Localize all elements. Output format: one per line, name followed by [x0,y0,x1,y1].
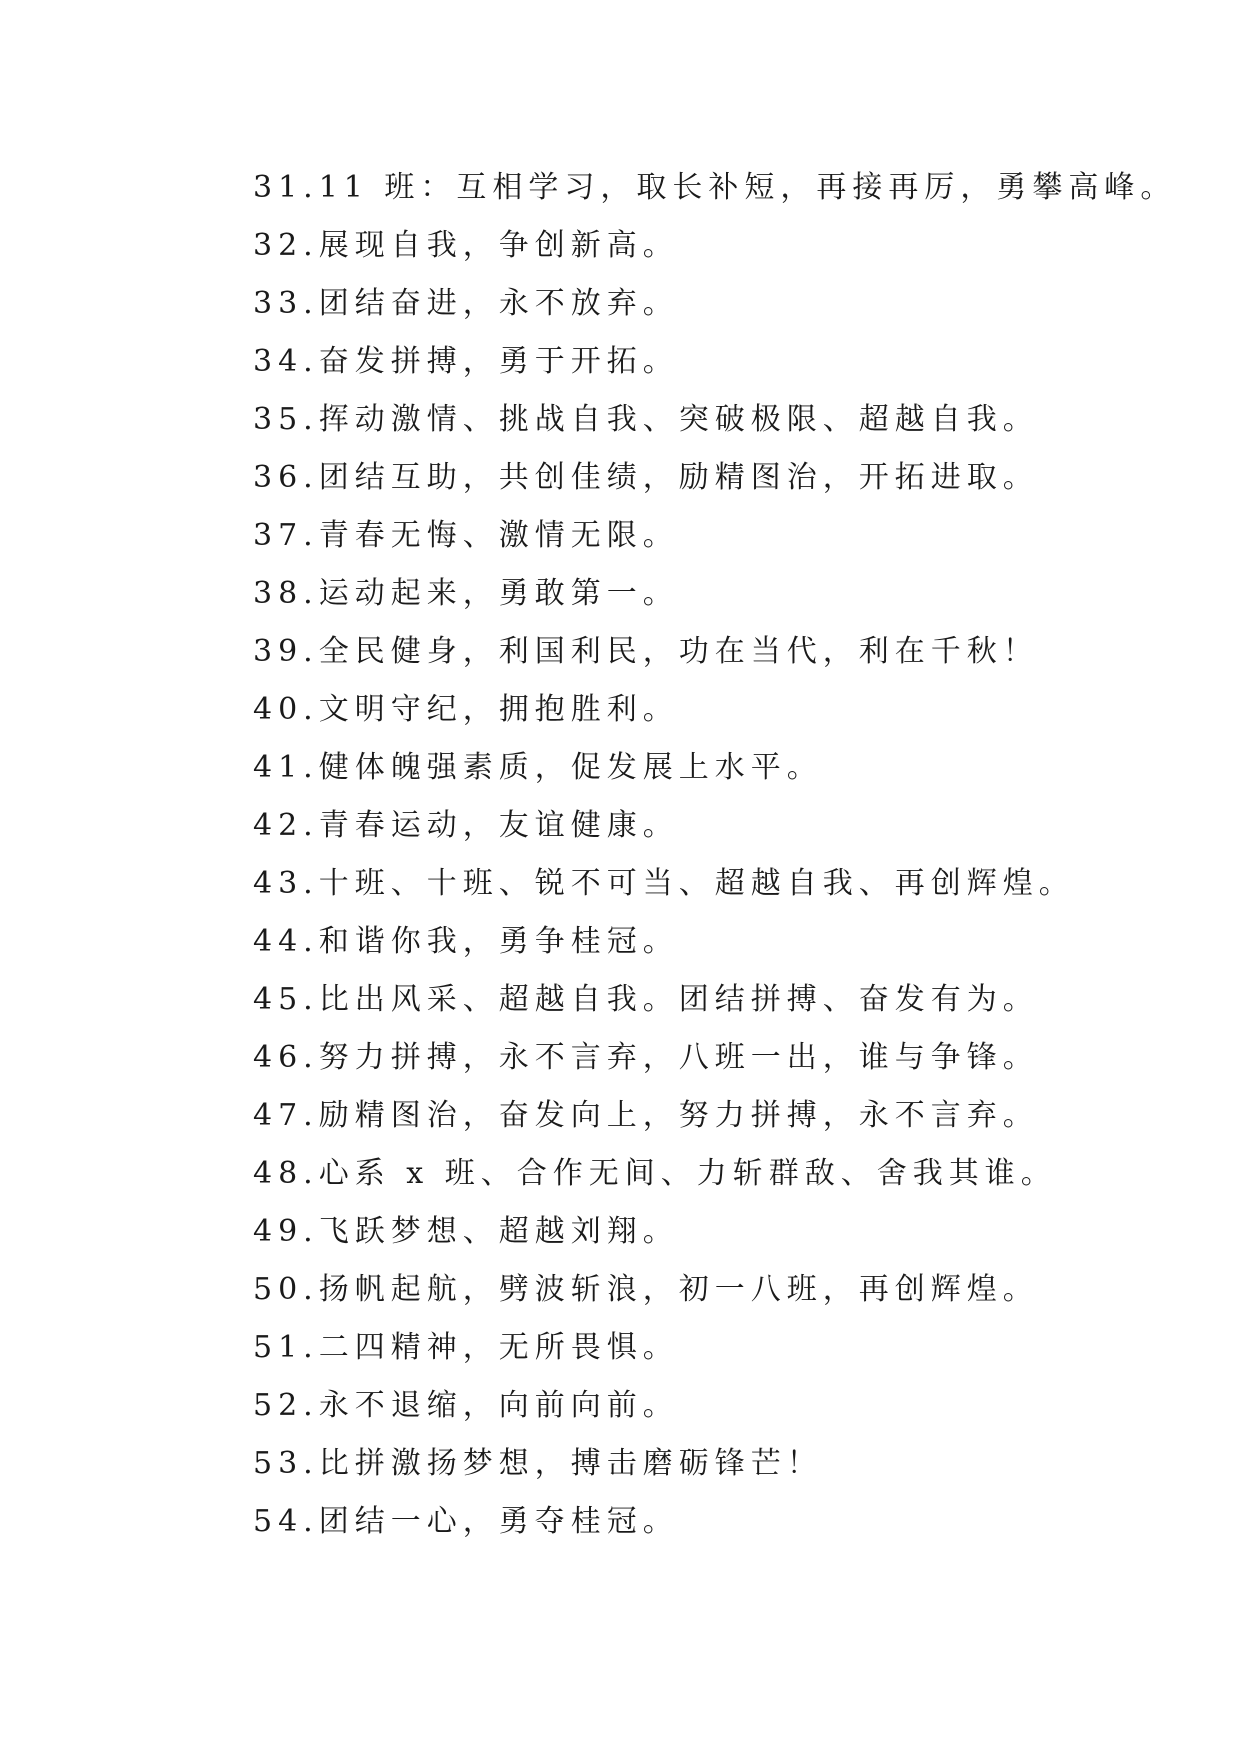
list-item: 40.文明守纪，拥抱胜利。 [253,692,679,727]
list-item: 37.青春无悔、激情无限。 [253,518,679,553]
list-item: 54.团结一心，勇夺桂冠。 [253,1504,679,1539]
list-item: 38.运动起来，勇敢第一。 [253,576,679,611]
list-item: 35.挥动激情、挑战自我、突破极限、超越自我。 [253,402,1039,437]
list-item: 42.青春运动，友谊健康。 [253,808,679,843]
list-item: 36.团结互助，共创佳绩，励精图治，开拓进取。 [253,460,1039,495]
list-item: 31.11 班：互相学习，取长补短，再接再厉，勇攀高峰。 [253,170,1177,205]
list-item: 51.二四精神，无所畏惧。 [253,1330,679,1365]
list-item: 32.展现自我，争创新高。 [253,228,679,263]
slogan-list [253,159,1176,1551]
list-item: 43.十班、十班、锐不可当、超越自我、再创辉煌。 [253,866,1075,901]
list-item: 33.团结奋进，永不放弃。 [253,286,679,321]
list-item: 50.扬帆起航，劈波斩浪，初一八班，再创辉煌。 [253,1272,1039,1307]
list-item: 46.努力拼搏，永不言弃，八班一出，谁与争锋。 [253,1040,1039,1075]
list-item: 52.永不退缩，向前向前。 [253,1388,679,1423]
list-item: 45.比出风采、超越自我。团结拼搏、奋发有为。 [253,982,1039,1017]
list-item: 39.全民健身，利国利民，功在当代，利在千秋！ [253,634,1039,669]
list-item: 44.和谐你我，勇争桂冠。 [253,924,679,959]
list-item: 49.飞跃梦想、超越刘翔。 [253,1214,679,1249]
list-item: 34.奋发拼搏，勇于开拓。 [253,344,679,379]
list-item: 41.健体魄强素质，促发展上水平。 [253,750,823,785]
list-item: 47.励精图治，奋发向上，努力拼搏，永不言弃。 [253,1098,1039,1133]
list-item: 53.比拼激扬梦想，搏击磨砺锋芒！ [253,1446,823,1481]
list-item: 48.心系 x 班、合作无间、力斩群敌、舍我其谁。 [253,1156,1057,1191]
